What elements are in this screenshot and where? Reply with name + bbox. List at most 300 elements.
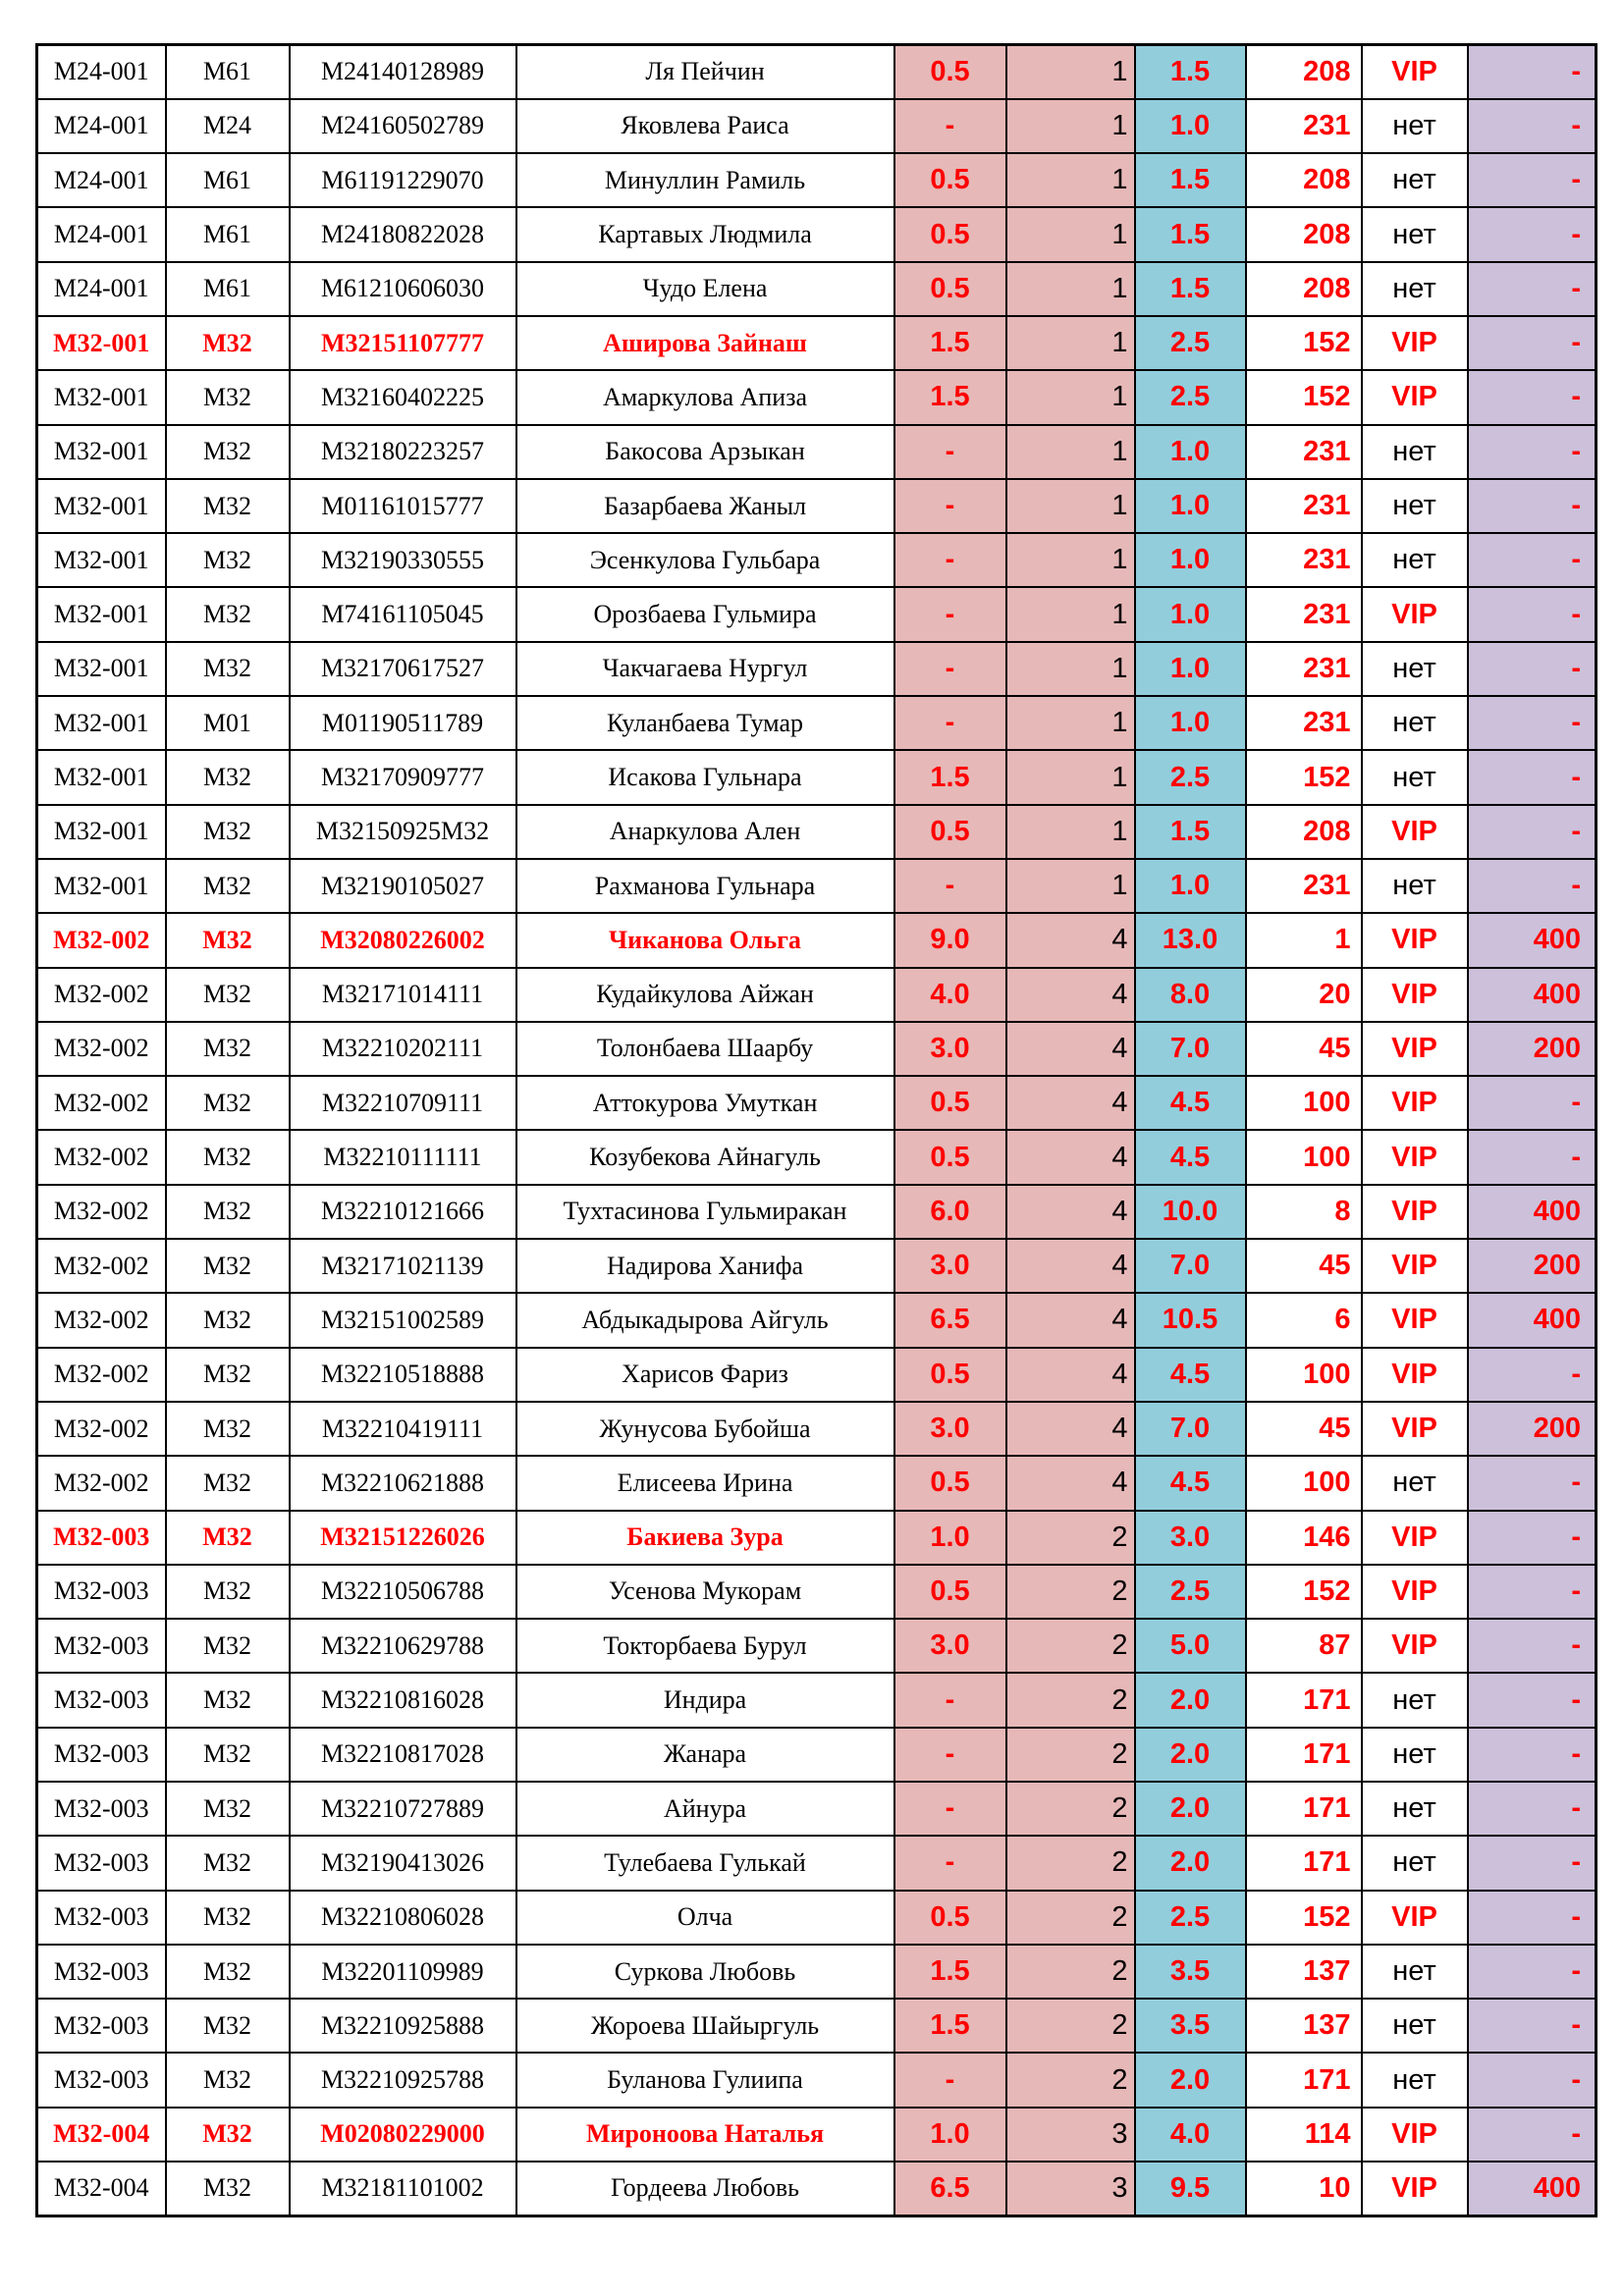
level-cell: 1 [1006, 370, 1135, 424]
total-cell: 1.0 [1135, 479, 1246, 533]
status-cell: VIP [1362, 1130, 1468, 1184]
level-cell: 4 [1006, 1456, 1135, 1510]
total-cell: 1.0 [1135, 425, 1246, 479]
table-row [37, 1022, 1597, 1076]
status-cell: VIP [1362, 968, 1468, 1022]
bonus-cell: 0.5 [894, 207, 1006, 261]
status-cell: нет [1362, 750, 1468, 804]
group-code-cell: M32-001 [37, 642, 166, 696]
level-cell: 4 [1006, 1402, 1135, 1456]
total-cell: 1.0 [1135, 99, 1246, 153]
group-code-cell: M32-001 [37, 750, 166, 804]
bonus-cell: 1.5 [894, 1999, 1006, 2053]
region-cell: M32 [166, 1076, 290, 1130]
table-row [37, 1185, 1597, 1239]
rank-cell: 152 [1246, 316, 1362, 370]
rank-cell: 137 [1246, 1945, 1362, 1999]
table-row [37, 479, 1597, 533]
region-cell: M32 [166, 1619, 290, 1673]
table-row [37, 1999, 1597, 2053]
name-cell: Абдыкадырова Айгуль [516, 1293, 894, 1347]
reward-cell: 400 [1468, 913, 1597, 967]
bonus-cell: - [894, 2053, 1006, 2107]
rank-cell: 231 [1246, 99, 1362, 153]
name-cell: Жанара [516, 1728, 894, 1782]
total-cell: 9.5 [1135, 2162, 1246, 2216]
name-cell: Толонбаева Шаарбу [516, 1022, 894, 1076]
reward-cell: - [1468, 587, 1597, 641]
rank-cell: 171 [1246, 1836, 1362, 1890]
reward-cell: - [1468, 425, 1597, 479]
total-cell: 2.5 [1135, 750, 1246, 804]
member-id-cell: M32190413026 [290, 1836, 516, 1890]
total-cell: 4.5 [1135, 1076, 1246, 1130]
name-cell: Кудайкулова Айжан [516, 968, 894, 1022]
member-id-cell: M32170909777 [290, 750, 516, 804]
level-cell: 1 [1006, 316, 1135, 370]
total-cell: 4.0 [1135, 2108, 1246, 2162]
name-cell: Олча [516, 1891, 894, 1945]
name-cell: Харисов Фариз [516, 1348, 894, 1402]
rank-cell: 100 [1246, 1130, 1362, 1184]
member-id-cell: M32181101002 [290, 2162, 516, 2216]
status-cell: VIP [1362, 370, 1468, 424]
total-cell: 7.0 [1135, 1022, 1246, 1076]
member-id-cell: M32160402225 [290, 370, 516, 424]
region-cell: M32 [166, 1728, 290, 1782]
region-cell: M32 [166, 1782, 290, 1836]
rank-cell: 152 [1246, 1565, 1362, 1619]
member-id-cell: M32210816028 [290, 1673, 516, 1727]
bonus-cell: 1.5 [894, 750, 1006, 804]
status-cell: нет [1362, 153, 1468, 207]
member-id-cell: M32210506788 [290, 1565, 516, 1619]
table-row [37, 587, 1597, 641]
level-cell: 1 [1006, 859, 1135, 913]
reward-cell: - [1468, 1511, 1597, 1565]
total-cell: 1.0 [1135, 696, 1246, 750]
name-cell: Бакиева Зура [516, 1511, 894, 1565]
group-code-cell: M32-004 [37, 2108, 166, 2162]
status-cell: нет [1362, 425, 1468, 479]
group-code-cell: M32-003 [37, 1782, 166, 1836]
rank-cell: 231 [1246, 859, 1362, 913]
name-cell: Елисеева Ирина [516, 1456, 894, 1510]
bonus-cell: 0.5 [894, 45, 1006, 99]
member-id-cell: M32210727889 [290, 1782, 516, 1836]
group-code-cell: M32-001 [37, 370, 166, 424]
region-cell: M61 [166, 153, 290, 207]
region-cell: M61 [166, 207, 290, 261]
table-row [37, 2108, 1597, 2162]
group-code-cell: M32-003 [37, 1673, 166, 1727]
region-cell: M32 [166, 750, 290, 804]
table-row [37, 425, 1597, 479]
member-id-cell: M32151226026 [290, 1511, 516, 1565]
status-cell: нет [1362, 479, 1468, 533]
reward-cell: - [1468, 1076, 1597, 1130]
rank-cell: 171 [1246, 1782, 1362, 1836]
group-code-cell: M32-001 [37, 696, 166, 750]
total-cell: 4.5 [1135, 1348, 1246, 1402]
bonus-cell: 0.5 [894, 1565, 1006, 1619]
bonus-cell: 3.0 [894, 1022, 1006, 1076]
status-cell: VIP [1362, 1076, 1468, 1130]
member-id-cell: M32171021139 [290, 1239, 516, 1293]
name-cell: Жороева Шайыргуль [516, 1999, 894, 2053]
bonus-cell: 1.0 [894, 2108, 1006, 2162]
status-cell: VIP [1362, 2162, 1468, 2216]
ranking-table [35, 43, 1597, 2217]
bonus-cell: 0.5 [894, 1456, 1006, 1510]
table-row [37, 316, 1597, 370]
region-cell: M24 [166, 99, 290, 153]
region-cell: M32 [166, 859, 290, 913]
member-id-cell: M32190105027 [290, 859, 516, 913]
reward-cell: - [1468, 642, 1597, 696]
name-cell: Ля Пейчин [516, 45, 894, 99]
status-cell: нет [1362, 1999, 1468, 2053]
status-cell: нет [1362, 696, 1468, 750]
name-cell: Куланбаева Тумар [516, 696, 894, 750]
member-id-cell: M32210621888 [290, 1456, 516, 1510]
status-cell: VIP [1362, 1022, 1468, 1076]
level-cell: 4 [1006, 1130, 1135, 1184]
status-cell: VIP [1362, 587, 1468, 641]
group-code-cell: M32-001 [37, 805, 166, 859]
reward-cell: - [1468, 1348, 1597, 1402]
reward-cell: - [1468, 805, 1597, 859]
total-cell: 1.5 [1135, 262, 1246, 316]
table-row [37, 1402, 1597, 1456]
region-cell: M32 [166, 1022, 290, 1076]
table-row [37, 99, 1597, 153]
total-cell: 2.5 [1135, 1891, 1246, 1945]
bonus-cell: - [894, 696, 1006, 750]
status-cell: VIP [1362, 913, 1468, 967]
table-row [37, 750, 1597, 804]
member-id-cell: M61210606030 [290, 262, 516, 316]
level-cell: 2 [1006, 1619, 1135, 1673]
table-row [37, 968, 1597, 1022]
reward-cell: - [1468, 2053, 1597, 2107]
bonus-cell: - [894, 425, 1006, 479]
table-row [37, 1673, 1597, 1727]
group-code-cell: M32-002 [37, 1185, 166, 1239]
name-cell: Амаркулова Апиза [516, 370, 894, 424]
group-code-cell: M24-001 [37, 262, 166, 316]
status-cell: нет [1362, 533, 1468, 587]
reward-cell: - [1468, 153, 1597, 207]
bonus-cell: 3.0 [894, 1402, 1006, 1456]
reward-cell: - [1468, 750, 1597, 804]
group-code-cell: M32-003 [37, 1999, 166, 2053]
level-cell: 2 [1006, 1728, 1135, 1782]
level-cell: 1 [1006, 153, 1135, 207]
name-cell: Суркова Любовь [516, 1945, 894, 1999]
rank-cell: 10 [1246, 2162, 1362, 2216]
level-cell: 2 [1006, 1836, 1135, 1890]
member-id-cell: M01190511789 [290, 696, 516, 750]
reward-cell: 400 [1468, 1185, 1597, 1239]
level-cell: 4 [1006, 1022, 1135, 1076]
rank-cell: 45 [1246, 1239, 1362, 1293]
total-cell: 8.0 [1135, 968, 1246, 1022]
rank-cell: 137 [1246, 1999, 1362, 2053]
member-id-cell: M24140128989 [290, 45, 516, 99]
level-cell: 1 [1006, 262, 1135, 316]
level-cell: 3 [1006, 2162, 1135, 2216]
name-cell: Яковлева Раиса [516, 99, 894, 153]
total-cell: 10.5 [1135, 1293, 1246, 1347]
rank-cell: 231 [1246, 587, 1362, 641]
total-cell: 3.5 [1135, 1999, 1246, 2053]
total-cell: 3.5 [1135, 1945, 1246, 1999]
level-cell: 2 [1006, 2053, 1135, 2107]
name-cell: Исакова Гульнара [516, 750, 894, 804]
reward-cell: - [1468, 696, 1597, 750]
bonus-cell: - [894, 479, 1006, 533]
total-cell: 2.0 [1135, 2053, 1246, 2107]
table-row [37, 1130, 1597, 1184]
rank-cell: 208 [1246, 262, 1362, 316]
rank-cell: 45 [1246, 1402, 1362, 1456]
member-id-cell: M32171014111 [290, 968, 516, 1022]
level-cell: 2 [1006, 1999, 1135, 2053]
bonus-cell: - [894, 533, 1006, 587]
bonus-cell: 0.5 [894, 262, 1006, 316]
total-cell: 2.5 [1135, 316, 1246, 370]
level-cell: 1 [1006, 425, 1135, 479]
total-cell: 2.5 [1135, 370, 1246, 424]
member-id-cell: M02080229000 [290, 2108, 516, 2162]
region-cell: M32 [166, 1239, 290, 1293]
name-cell: Чиканова Ольга [516, 913, 894, 967]
reward-cell: - [1468, 859, 1597, 913]
status-cell: VIP [1362, 45, 1468, 99]
rank-cell: 231 [1246, 642, 1362, 696]
member-id-cell: M32210709111 [290, 1076, 516, 1130]
status-cell: нет [1362, 2053, 1468, 2107]
total-cell: 1.0 [1135, 533, 1246, 587]
region-cell: M32 [166, 425, 290, 479]
region-cell: M32 [166, 587, 290, 641]
bonus-cell: 1.5 [894, 316, 1006, 370]
status-cell: нет [1362, 642, 1468, 696]
name-cell: Мироноова Наталья [516, 2108, 894, 2162]
reward-cell: - [1468, 1619, 1597, 1673]
table-row [37, 2162, 1597, 2216]
level-cell: 4 [1006, 1348, 1135, 1402]
region-cell: M61 [166, 45, 290, 99]
group-code-cell: M32-003 [37, 1891, 166, 1945]
total-cell: 1.5 [1135, 207, 1246, 261]
rank-cell: 231 [1246, 479, 1362, 533]
group-code-cell: M32-002 [37, 1348, 166, 1402]
member-id-cell: M32210111111 [290, 1130, 516, 1184]
table-row [37, 1239, 1597, 1293]
bonus-cell: 0.5 [894, 1348, 1006, 1402]
group-code-cell: M32-003 [37, 1511, 166, 1565]
reward-cell: - [1468, 45, 1597, 99]
table-row [37, 1619, 1597, 1673]
rank-cell: 208 [1246, 207, 1362, 261]
bonus-cell: 6.5 [894, 2162, 1006, 2216]
total-cell: 1.5 [1135, 45, 1246, 99]
status-cell: VIP [1362, 1185, 1468, 1239]
table-row [37, 1782, 1597, 1836]
level-cell: 1 [1006, 696, 1135, 750]
region-cell: M32 [166, 642, 290, 696]
bonus-cell: - [894, 1728, 1006, 1782]
table-row [37, 1836, 1597, 1890]
bonus-cell: 6.5 [894, 1293, 1006, 1347]
group-code-cell: M32-001 [37, 479, 166, 533]
total-cell: 7.0 [1135, 1239, 1246, 1293]
table-row [37, 262, 1597, 316]
member-id-cell: M24160502789 [290, 99, 516, 153]
bonus-cell: - [894, 859, 1006, 913]
status-cell: нет [1362, 1728, 1468, 1782]
name-cell: Аширова Зайнаш [516, 316, 894, 370]
status-cell: нет [1362, 859, 1468, 913]
reward-cell: 200 [1468, 1402, 1597, 1456]
reward-cell: 400 [1468, 2162, 1597, 2216]
name-cell: Аттокурова Умуткан [516, 1076, 894, 1130]
region-cell: M32 [166, 1402, 290, 1456]
name-cell: Тухтасинова Гульмиракан [516, 1185, 894, 1239]
table-row [37, 153, 1597, 207]
name-cell: Тулебаева Гулькай [516, 1836, 894, 1890]
reward-cell: - [1468, 1891, 1597, 1945]
group-code-cell: M24-001 [37, 99, 166, 153]
total-cell: 2.0 [1135, 1782, 1246, 1836]
reward-cell: - [1468, 2108, 1597, 2162]
region-cell: M32 [166, 316, 290, 370]
reward-cell: - [1468, 99, 1597, 153]
total-cell: 4.5 [1135, 1456, 1246, 1510]
region-cell: M01 [166, 696, 290, 750]
member-id-cell: M32210419111 [290, 1402, 516, 1456]
reward-cell: - [1468, 207, 1597, 261]
rank-cell: 100 [1246, 1076, 1362, 1130]
level-cell: 2 [1006, 1782, 1135, 1836]
name-cell: Надирова Ханифа [516, 1239, 894, 1293]
status-cell: VIP [1362, 1619, 1468, 1673]
region-cell: M32 [166, 1456, 290, 1510]
rank-cell: 45 [1246, 1022, 1362, 1076]
reward-cell: 400 [1468, 1293, 1597, 1347]
group-code-cell: M24-001 [37, 153, 166, 207]
status-cell: нет [1362, 1836, 1468, 1890]
table-row [37, 1728, 1597, 1782]
group-code-cell: M32-003 [37, 1565, 166, 1619]
level-cell: 1 [1006, 533, 1135, 587]
name-cell: Козубекова Айнагуль [516, 1130, 894, 1184]
bonus-cell: 3.0 [894, 1619, 1006, 1673]
region-cell: M32 [166, 1511, 290, 1565]
table-row [37, 642, 1597, 696]
level-cell: 4 [1006, 1293, 1135, 1347]
level-cell: 3 [1006, 2108, 1135, 2162]
table-row [37, 1511, 1597, 1565]
region-cell: M32 [166, 1185, 290, 1239]
region-cell: M32 [166, 913, 290, 967]
member-id-cell: M32150925M32 [290, 805, 516, 859]
reward-cell: - [1468, 1728, 1597, 1782]
member-id-cell: M32210629788 [290, 1619, 516, 1673]
reward-cell: - [1468, 370, 1597, 424]
region-cell: M32 [166, 1891, 290, 1945]
region-cell: M32 [166, 1945, 290, 1999]
group-code-cell: M32-002 [37, 913, 166, 967]
total-cell: 3.0 [1135, 1511, 1246, 1565]
member-id-cell: M32210925888 [290, 1999, 516, 2053]
name-cell: Минуллин Рамиль [516, 153, 894, 207]
group-code-cell: M32-003 [37, 1945, 166, 1999]
member-id-cell: M32190330555 [290, 533, 516, 587]
bonus-cell: 0.5 [894, 153, 1006, 207]
table-row [37, 1456, 1597, 1510]
name-cell: Анаркулова Ален [516, 805, 894, 859]
table-row [37, 1076, 1597, 1130]
table-row [37, 859, 1597, 913]
name-cell: Гордеева Любовь [516, 2162, 894, 2216]
group-code-cell: M32-001 [37, 425, 166, 479]
table-row [37, 1565, 1597, 1619]
level-cell: 4 [1006, 913, 1135, 967]
region-cell: M32 [166, 370, 290, 424]
status-cell: VIP [1362, 1293, 1468, 1347]
member-id-cell: M32210121666 [290, 1185, 516, 1239]
member-id-cell: M32201109989 [290, 1945, 516, 1999]
group-code-cell: M32-002 [37, 1293, 166, 1347]
name-cell: Айнура [516, 1782, 894, 1836]
bonus-cell: 6.0 [894, 1185, 1006, 1239]
group-code-cell: M32-002 [37, 1402, 166, 1456]
table-row [37, 1891, 1597, 1945]
level-cell: 1 [1006, 587, 1135, 641]
bonus-cell: 1.5 [894, 370, 1006, 424]
region-cell: M32 [166, 1999, 290, 2053]
name-cell: Усенова Мукорам [516, 1565, 894, 1619]
total-cell: 5.0 [1135, 1619, 1246, 1673]
rank-cell: 8 [1246, 1185, 1362, 1239]
rank-cell: 208 [1246, 153, 1362, 207]
level-cell: 1 [1006, 99, 1135, 153]
status-cell: VIP [1362, 1891, 1468, 1945]
level-cell: 2 [1006, 1673, 1135, 1727]
level-cell: 2 [1006, 1945, 1135, 1999]
group-code-cell: M32-001 [37, 533, 166, 587]
total-cell: 2.0 [1135, 1673, 1246, 1727]
status-cell: нет [1362, 99, 1468, 153]
level-cell: 1 [1006, 207, 1135, 261]
level-cell: 1 [1006, 805, 1135, 859]
status-cell: нет [1362, 1456, 1468, 1510]
name-cell: Чакчагаева Нургул [516, 642, 894, 696]
reward-cell: - [1468, 1999, 1597, 2053]
table-row [37, 913, 1597, 967]
level-cell: 1 [1006, 750, 1135, 804]
region-cell: M32 [166, 479, 290, 533]
rank-cell: 114 [1246, 2108, 1362, 2162]
total-cell: 1.0 [1135, 859, 1246, 913]
region-cell: M32 [166, 1836, 290, 1890]
bonus-cell: - [894, 642, 1006, 696]
total-cell: 1.5 [1135, 153, 1246, 207]
member-id-cell: M74161105045 [290, 587, 516, 641]
